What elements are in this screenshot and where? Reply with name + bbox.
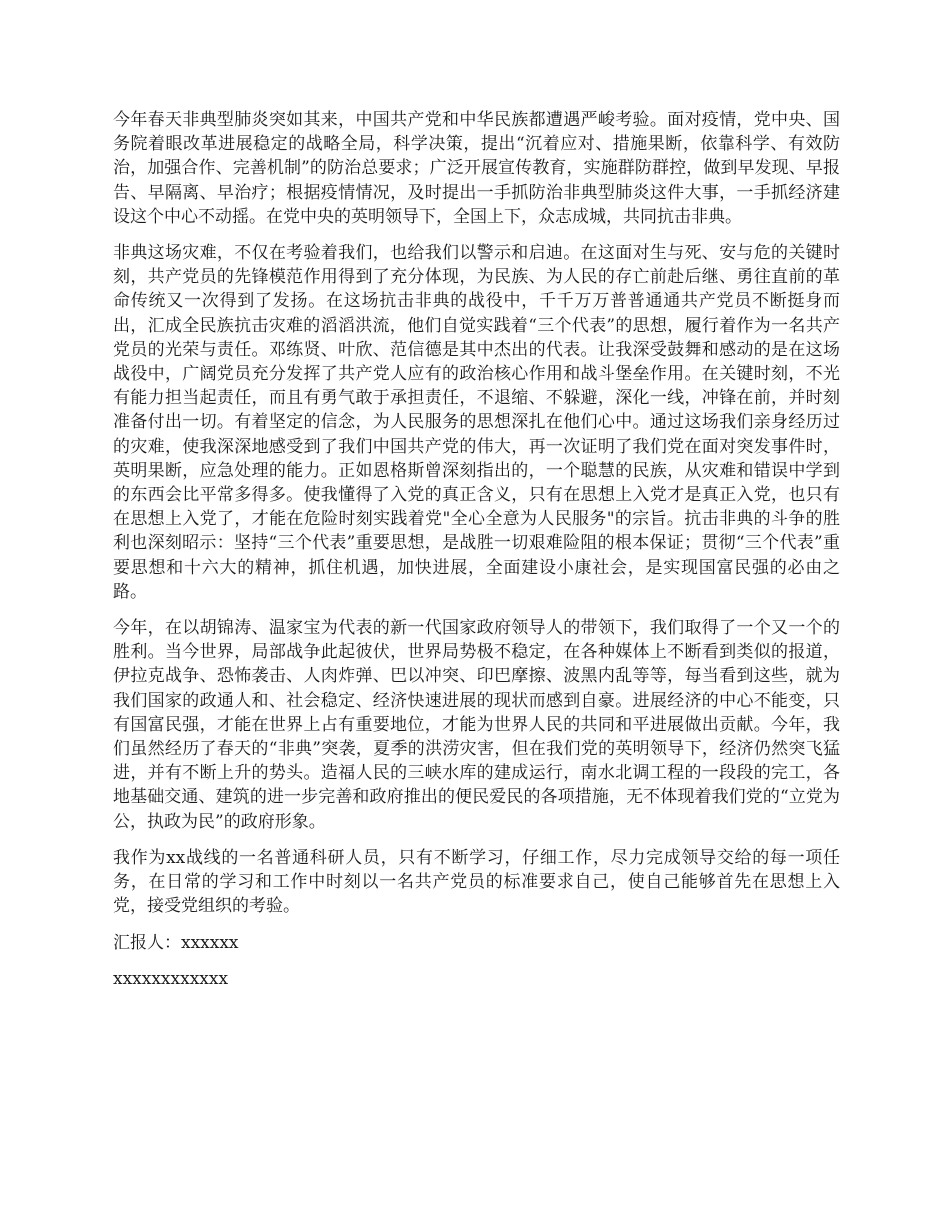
paragraph-sars-outbreak: 今年春天非典型肺炎突如其来，中国共产党和中华民族都遭遇严峻考验。面对疫情，党中央、国务院着眼改革进展稳定的战略全局，科学决策，提出“沉着应对、措施果断，依靠科学、有效防治，加强合作、完善机制”的防治总要求；广泛开展宣传教育，实施群防群控，做到早发现、早报告、早隔离、早治疗；根据疫情情况，及时提出一手抓防治非典型肺炎这件大事，一手抓经济建设这个中心不动摇。在党中央的英明领导下，全国上下，众志成城，共同抗击非典。 [113,110,840,227]
paragraph-national-achievements: 今年，在以胡锦涛、温家宝为代表的新一代国家政府领导人的带领下，我们取得了一个又一个的胜利。当今世界，局部战争此起彼伏，世界局势极不稳定，在各种媒体上不断看到类似的报道，伊拉克战争、恐怖袭击、人肉炸弹、巴以冲突、印巴摩擦、波黑内乱等等，每当看到这些，就为我们国家的政通人和、社会稳定、经济快速进展的现状而感到自豪。进展经济的中心不能变，只有国富民强，才能在世界上占有重要地位，才能为世界人民的共同和平进展做出贡献。今年，我们虽然经历了春天的“非典”突袭，夏季的洪涝灾害，但在我们党的英明领导下，经济仍然突飞猛进，并有不断上升的势头。造福人民的三峡水库的建成运行，南水北调工程的一段段的完工，各地基础交通、建筑的进一步完善和政府推出的便民爱民的各项措施，无不体现着我们党的“立党为公，执政为民”的政府形象。 [113,618,840,832]
signature-line: 汇报人：xxxxxx [113,932,239,953]
paragraph-personal-commitment: 我作为xx战线的一名普通科研人员，只有不断学习，仔细工作，尽力完成领导交给的每一项任务，在日常的学习和工作中时刻以一名共产党员的标准要求自己，使自己能够首先在思想上入党，接受党组织的考验。 [113,847,840,917]
paragraph-sars-lessons: 非典这场灾难，不仅在考验着我们，也给我们以警示和启迪。在这面对生与死、安与危的关键时刻，共产党员的先锋模范作用得到了充分体现，为民族、为人民的存亡前赴后继、勇往直前的革命传统又一次得到了发扬。在这场抗击非典的战役中，千千万万普普通通共产党员不断挺身而出，汇成全民族抗击灾难的滔滔洪流，他们自觉实践着“三个代表”的思想，履行着作为一名共产党员的光荣与责任。邓练贤、叶欣、范信德是其中杰出的代表。让我深受鼓舞和感动的是在这场战役中，广阔党员充分发挥了共产党人应有的政治核心作用和战斗堡垒作用。在关键时刻，不光有能力担当起责任，而且有勇气敢于承担责任，不退缩、不躲避，深化一线，冲锋在前，并时刻准备付出一切。有着坚定的信念，为人民服务的思想深扎在他们心中。通过这场我们亲身经历过的灾难，使我深深地感受到了我们中国共产党的伟大，再一次证明了我们党在面对突发事件时，英明果断，应急处理的能力。正如恩格斯曾深刻指出的，一个聪慧的民族，从灾难和错误中学到的东西会比平常多得多。使我懂得了入党的真正含义，只有在思想上入党才是真正入党，也只有在思想上入党了，才能在危险时刻实践着党"全心全意为人民服务"的宗旨。抗击非典的斗争的胜利也深刻昭示：坚持“三个代表”重要思想，是战胜一切艰难险阻的根本保证；贯彻“三个代表”重要思想和十六大的精神，抓住机遇，加快进展，全面建设小康社会，是实现国富民强的必由之路。 [113,243,840,602]
document-body [113,108,840,991]
date-line: xxxxxxxxxxxx [113,968,229,989]
